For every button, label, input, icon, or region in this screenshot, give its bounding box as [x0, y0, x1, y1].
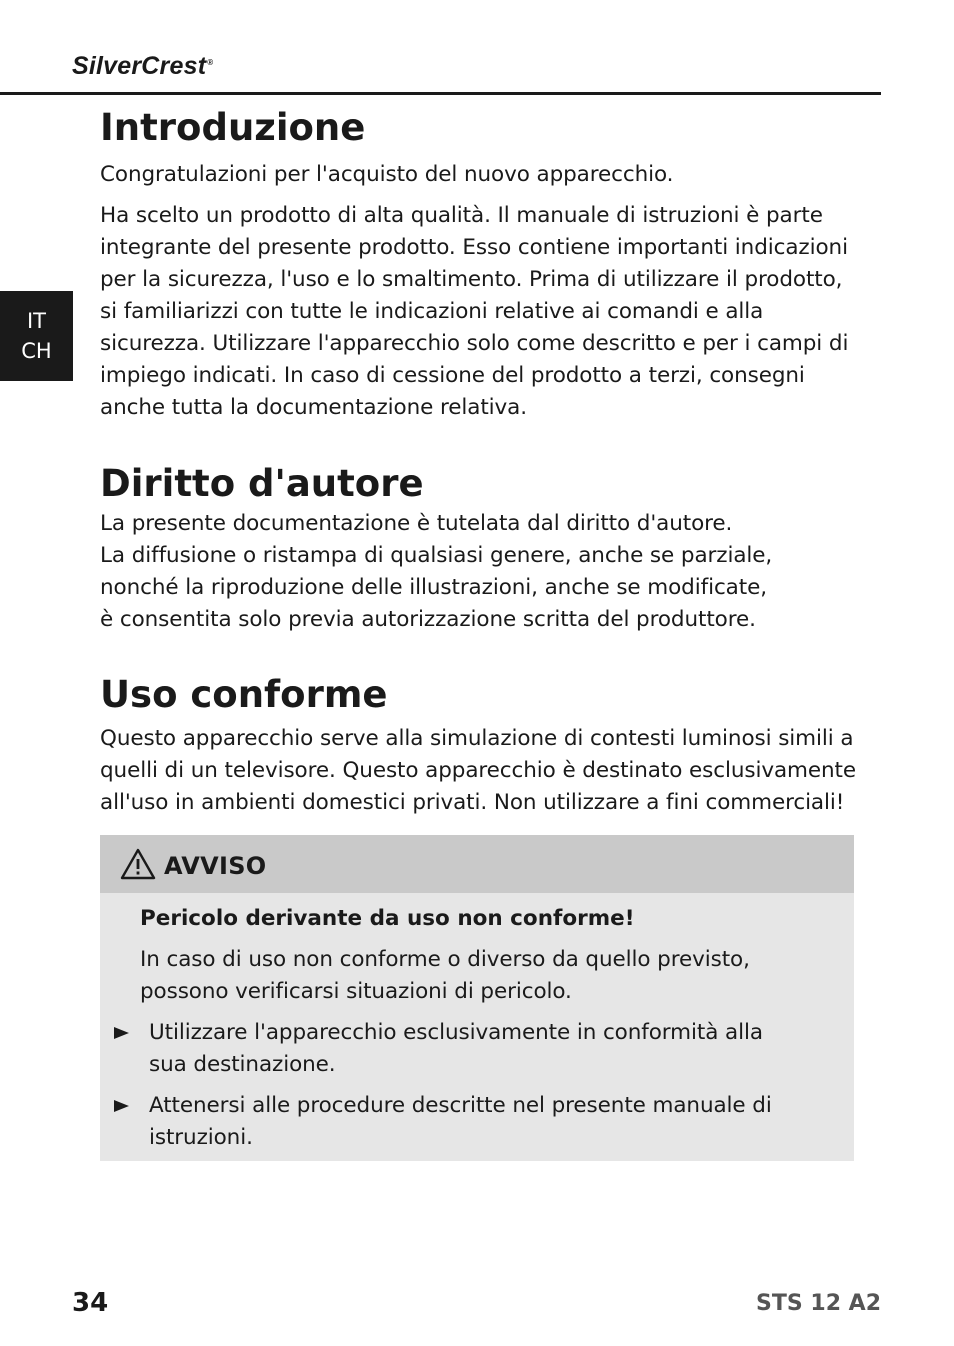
page-content — [100, 104, 860, 819]
intro-paragraph-2: Ha scelto un prodotto di alta qualità. Il manuale di istruzioni è parte integrante del presente prodotto. Esso contiene importanti indicazioni per la sicurezza, l'uso e lo smaltimento. Prima di utilizzare il prodotto, si familiarizzi con tutte le indicazioni relative ai comandi e alla sicurezza. Utilizzare l'apparecchio solo come descritto e per i campi di impiego indicati. In caso di cessione del prodotto a terzi, consegni anche tutta la documentazione relativa. — [100, 203, 849, 420]
page-number: 34 — [72, 1288, 109, 1318]
intro-paragraph-1: Congratulazioni per l'acquisto del nuovo apparecchio. — [100, 162, 674, 187]
warning-bullet-text: Attenersi alle procedure descritte nel presente manuale di istruzioni. — [149, 1093, 772, 1150]
warning-triangle-icon — [120, 848, 156, 880]
bullet-arrow-icon — [114, 1027, 129, 1039]
language-code-it: IT — [26, 309, 47, 333]
warning-bullet — [140, 1017, 799, 1081]
bullet-arrow-icon — [114, 1100, 129, 1112]
language-code-ch: CH — [21, 339, 52, 363]
section-title-intended-use: Uso conforme — [100, 673, 388, 716]
copyright-line-3: nonché la riproduzione delle illustrazioni, anche se modificate, — [100, 575, 767, 600]
warning-bullet — [140, 1090, 799, 1154]
brand-logo: SilverCrest® — [72, 52, 214, 80]
intended-use-paragraph: Questo apparecchio serve alla simulazione di contesti luminosi simili a quelli di un televisore. Questo apparecchio è destinato esclusivamente all'uso in ambienti domestici privati. Non utilizzare a fini commerciali! — [100, 726, 856, 815]
registered-mark: ® — [207, 57, 214, 67]
model-number: STS 12 A2 — [756, 1291, 881, 1316]
warning-label: AVVISO — [164, 852, 267, 880]
warning-subtitle: Pericolo derivante da uso non conforme! — [140, 906, 635, 931]
warning-header — [100, 835, 854, 893]
language-tab — [0, 291, 73, 381]
copyright-line-4: è consentita solo previa autorizzazione scritta del produttore. — [100, 607, 756, 632]
warning-body — [100, 893, 854, 1154]
warning-bullet-text: Utilizzare l'apparecchio esclusivamente in conformità alla sua destinazione. — [149, 1020, 763, 1077]
copyright-line-1: La presente documentazione è tutelata dal diritto d'autore. — [100, 511, 733, 536]
copyright-line-2: La diffusione o ristampa di qualsiasi genere, anche se parziale, — [100, 543, 773, 568]
section-title-introduction: Introduzione — [100, 106, 366, 149]
warning-text: In caso di uso non conforme o diverso da quello previsto, possono verificarsi situazioni di pericolo. — [140, 947, 750, 1004]
warning-box — [100, 835, 854, 1161]
header-rule — [0, 92, 881, 95]
section-title-copyright: Diritto d'autore — [100, 462, 424, 505]
